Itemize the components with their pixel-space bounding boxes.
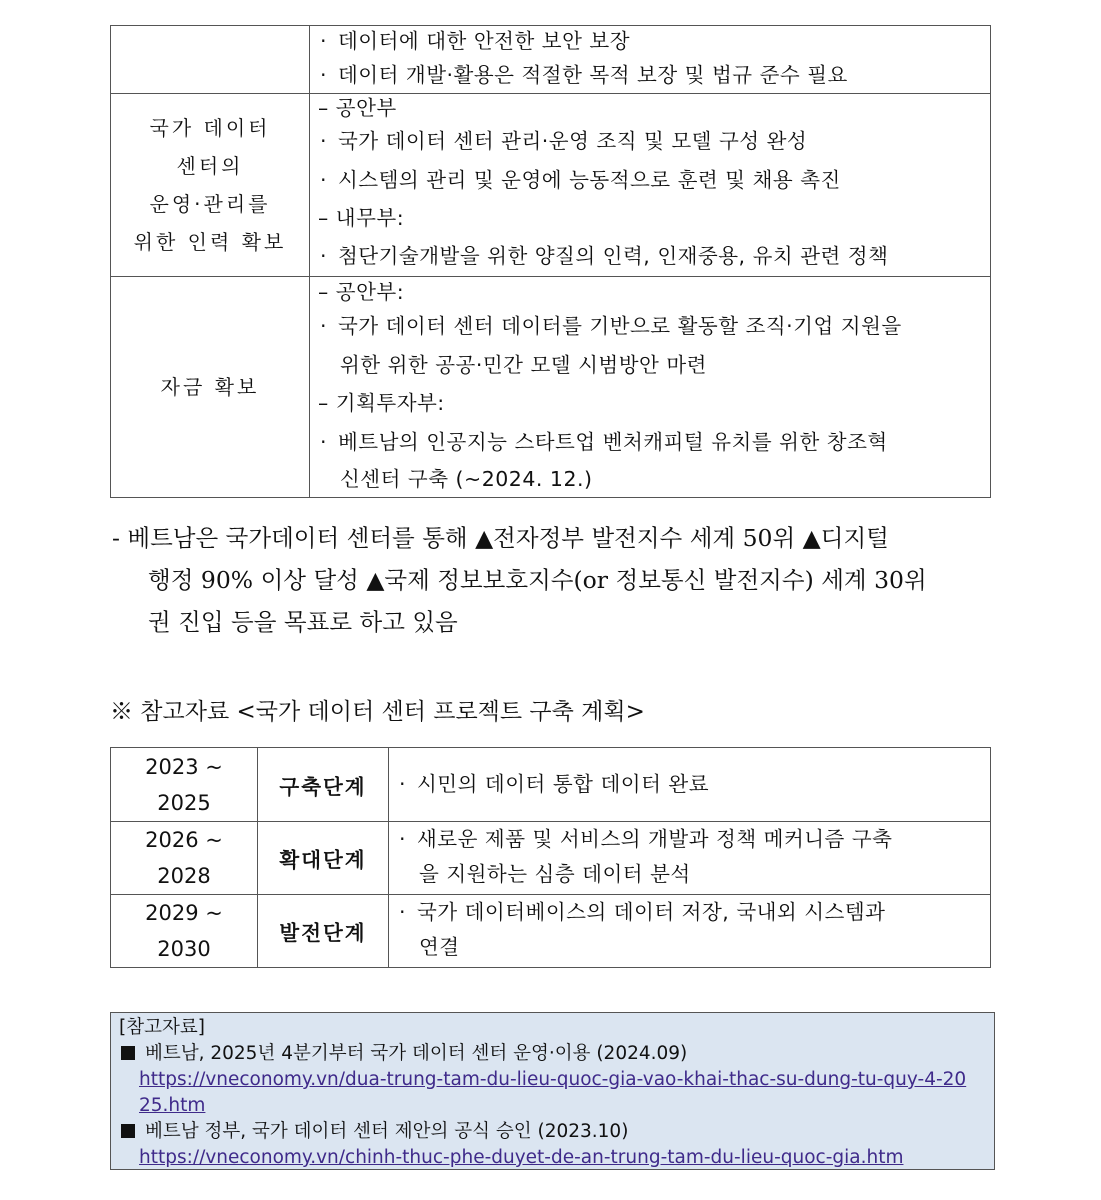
year-cell: 2026 ~ 2028 <box>111 822 258 895</box>
bullet-line: · 시스템의 관리 및 운영에 능동적으로 훈련 및 채용 촉진 <box>320 167 841 192</box>
reference-link[interactable]: https://vneconomy.vn/dua-trung-tam-du-lieu-quoc-gia-vao-khai-thac-su-dung-tu-quy-4-20 25.htm <box>139 1069 967 1116</box>
bullet-line: · 새로운 제품 및 서비스의 개발과 정책 메커니즘 구축 <box>399 827 893 851</box>
stage-cell: 구축단계 <box>258 748 389 822</box>
year-cell: 2029 ~ 2030 <box>111 895 258 968</box>
reference-heading: [참고자료] <box>119 1017 205 1038</box>
bullet-line: · 베트남의 인공지능 스타트업 벤처캐피털 유치를 위한 창조혁 <box>320 429 888 454</box>
reference-note: ※ 참고자료 <국가 데이터 센터 프로젝트 구축 계획> <box>110 699 645 725</box>
year-cell: 2023 ~ 2025 <box>111 748 258 822</box>
bullet-line: · 국가 데이터 센터 데이터를 기반으로 활동할 조직·기업 지원을 <box>320 314 902 338</box>
dash-line: – 기획투자부: <box>318 391 445 415</box>
bullet-line: · 시민의 데이터 통합 데이터 완료 <box>399 772 710 796</box>
reference-box <box>110 1012 995 1170</box>
reference-link[interactable]: https://vneconomy.vn/chinh-thuc-phe-duyet-de-an-trung-tam-du-lieu-quoc-gia.htm <box>139 1147 904 1168</box>
dash-line: – 공안부: <box>318 280 405 304</box>
table-row <box>111 822 991 895</box>
table-row <box>111 26 991 94</box>
bullet-continuation: 을 지원하는 심층 데이터 분석 <box>419 862 691 886</box>
reference-item-title: 베트남 정부, 국가 데이터 센터 제안의 공식 승인 (2023.10) <box>119 1119 986 1145</box>
category-cell-workforce: 국가 데이터 센터의 운영·관리를 위한 인력 확보 <box>111 94 310 277</box>
paragraph-line: 행정 90% 이상 달성 ▲국제 정보보호지수(or 정보통신 발전지수) 세계 30위 <box>148 566 927 594</box>
project-plan-table <box>110 747 991 968</box>
summary-paragraph <box>112 517 1012 643</box>
table-row <box>111 277 991 498</box>
category-cell-empty <box>111 26 310 94</box>
table-row <box>111 748 991 822</box>
bullet-line: · 국가 데이터 센터 관리·운영 조직 및 모델 구성 완성 <box>320 129 808 153</box>
category-cell-funding: 자금 확보 <box>111 277 310 498</box>
square-bullet-icon <box>121 1124 135 1138</box>
bullet-line: · 데이터 개발·활용은 적절한 목적 보장 및 법규 준수 필요 <box>320 63 848 87</box>
paragraph-line: - 베트남은 국가데이터 센터를 통해 ▲전자정부 발전지수 세계 50위 ▲디지털 <box>112 524 889 552</box>
bullet-continuation: 연결 <box>419 935 460 959</box>
reference-item-title: 베트남, 2025년 4분기부터 국가 데이터 센터 운영·이용 (2024.09) <box>119 1041 986 1067</box>
bullet-line: · 첨단기술개발을 위한 양질의 인력, 인재중용, 유치 관련 정책 <box>320 243 889 268</box>
dash-line: – 내무부: <box>318 206 405 230</box>
square-bullet-icon <box>121 1046 135 1060</box>
stage-cell: 확대단계 <box>258 822 389 895</box>
bullet-continuation: 위한 위한 공공·민간 모델 시범방안 마련 <box>340 352 707 377</box>
dash-line: – 공안부 <box>318 96 397 120</box>
content-cell <box>310 277 991 498</box>
content-cell <box>310 26 991 94</box>
stage-cell: 발전단계 <box>258 895 389 968</box>
table-row <box>111 94 991 277</box>
paragraph-line: 권 진입 등을 목표로 하고 있음 <box>148 608 458 636</box>
description-cell <box>389 895 991 968</box>
content-cell <box>310 94 991 277</box>
bullet-line: · 국가 데이터베이스의 데이터 저장, 국내외 시스템과 <box>399 900 886 924</box>
description-cell <box>389 822 991 895</box>
bullet-line: · 데이터에 대한 안전한 보안 보장 <box>320 29 631 53</box>
bullet-continuation: 신센터 구축 (~2024. 12.) <box>340 467 593 491</box>
table-row <box>111 895 991 968</box>
policy-table <box>110 25 991 498</box>
description-cell <box>389 748 991 822</box>
